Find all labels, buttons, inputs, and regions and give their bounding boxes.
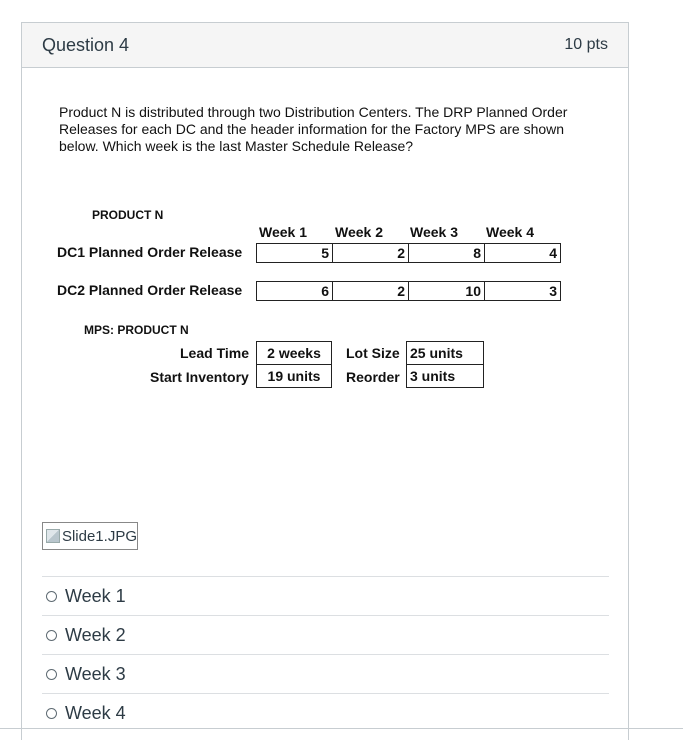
question-title: Question 4 [42,34,130,55]
bottom-divider [0,728,683,729]
mps-label: MPS: PRODUCT N [84,323,189,337]
broken-image-icon [46,529,60,543]
dc1-label: DC1 Planned Order Release [57,244,243,260]
lot-size-label: Lot Size [346,345,400,361]
lead-time-value: 2 weeks [256,341,332,365]
answer-label: Week 3 [65,663,126,684]
week-3-header: Week 3 [410,224,458,240]
reorder-label: Reorder [346,369,400,385]
product-label: PRODUCT N [92,208,164,222]
image-alt-text: Slide1.JPG [61,527,137,545]
dc2-label: DC2 Planned Order Release [57,282,243,298]
answer-label: Week 2 [65,624,126,645]
dc2-week-1: 6 [256,281,333,301]
dc1-week-2: 2 [332,243,409,263]
dc2-week-4: 3 [484,281,561,301]
question-points: 10 pts [564,36,608,53]
dc1-week-1: 5 [256,243,333,263]
radio-button[interactable] [46,630,57,641]
dc2-week-3: 10 [408,281,485,301]
dc1-week-3: 8 [408,243,485,263]
question-stem: Product N is distributed through two Distribution Centers. The DRP Planned Order Releases for each DC and the header information for the Factory MPS are shown below. Which week is the last Master Schedule Release? [59,104,568,154]
lead-time-label: Lead Time [180,345,249,361]
answer-option-2[interactable] [42,615,609,654]
dc1-week-4: 4 [484,243,561,263]
answer-label: Week 1 [65,585,126,606]
week-4-header: Week 4 [486,224,534,240]
question-slide [28,100,588,400]
lot-size-value: 25 units [406,341,484,365]
start-inventory-value: 19 units [256,364,332,388]
start-inventory-label: Start Inventory [150,369,249,385]
radio-button[interactable] [46,708,57,719]
week-2-header: Week 2 [335,224,383,240]
answer-option-3[interactable] [42,654,609,693]
reorder-value: 3 units [406,364,484,388]
week-1-header: Week 1 [259,224,307,240]
answer-label: Week 4 [65,702,126,723]
dc2-week-2: 2 [332,281,409,301]
answer-list [42,576,609,732]
answer-option-1[interactable] [42,576,609,615]
broken-image [42,522,138,550]
answer-option-4[interactable] [42,693,609,732]
question-header [22,23,628,68]
radio-button[interactable] [46,591,57,602]
radio-button[interactable] [46,669,57,680]
